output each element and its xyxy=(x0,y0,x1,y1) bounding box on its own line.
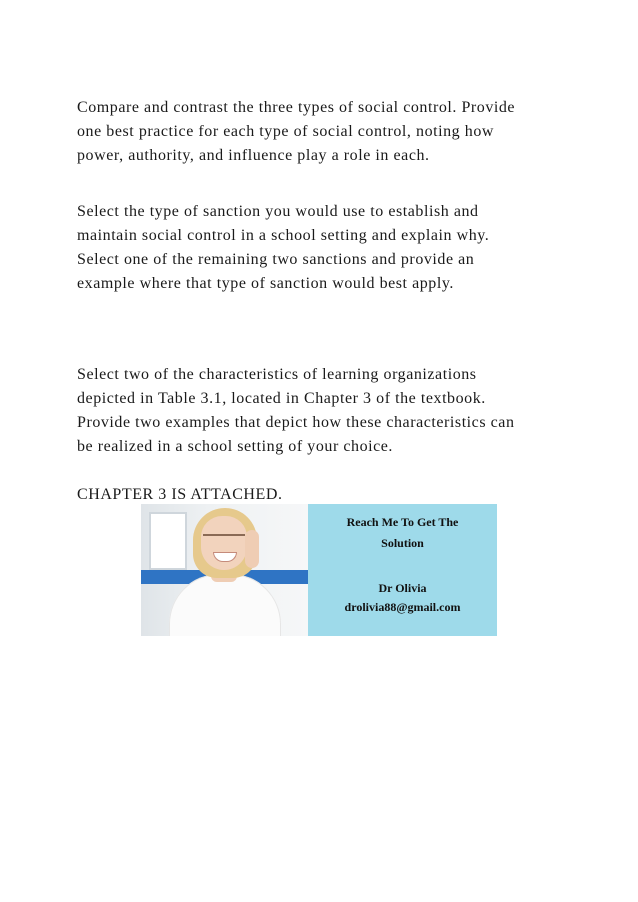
contact-email: drolivia88@gmail.com xyxy=(344,600,461,614)
banner-headline-line2: Solution xyxy=(381,536,424,550)
question-1-text: Compare and contrast the three types of social control. Provide one best practice for each type of social control, noting how power, authority, and influence play a role in each. xyxy=(77,99,516,164)
chapter-attached-note: CHAPTER 3 IS ATTACHED. xyxy=(77,486,283,503)
person-hand xyxy=(245,530,259,568)
question-2-text: Select the type of sanction you would use to establish and maintain social control in a school setting and explain why. Select one of the remaining two sanctions and provide an example where that type of sanction would best apply. xyxy=(77,203,490,292)
glasses-icon xyxy=(203,534,245,546)
contact-info-panel xyxy=(308,504,497,636)
contact-name: Dr Olivia xyxy=(378,581,427,595)
woman-photo xyxy=(141,504,308,636)
question-3-text: Select two of the characteristics of learning organizations depicted in Table 3.1, located in Chapter 3 of the textbook. Provide two examples that depict how these characteristics can be realized in a school setting of your choice. xyxy=(77,366,515,455)
background-window xyxy=(149,512,187,570)
contact-banner xyxy=(141,504,497,636)
banner-headline-line1: Reach Me To Get The xyxy=(346,515,459,529)
